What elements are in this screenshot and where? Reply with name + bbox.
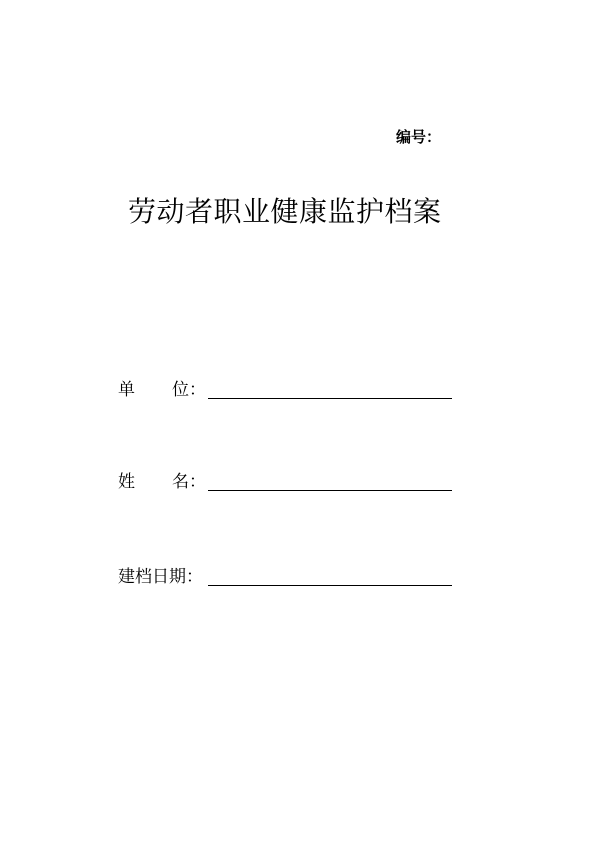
record-date-field [118, 567, 452, 587]
unit-field [118, 380, 452, 400]
record-date-field-blank-line[interactable] [208, 567, 452, 586]
record-date-label-text: 建档日期： [118, 567, 203, 587]
name-field [118, 472, 452, 492]
unit-field-blank-line[interactable] [208, 380, 452, 399]
document-title: 劳动者职业健康监护档案 [128, 195, 442, 228]
record-date-field-label [118, 567, 206, 587]
unit-label-first-char: 单 [118, 380, 135, 400]
name-label-first-char: 姓 [118, 472, 135, 492]
unit-field-label [118, 380, 206, 400]
unit-label-last-char: 位： [172, 380, 206, 400]
name-label-last-char: 名： [172, 472, 206, 492]
serial-number-label: 编号： [396, 128, 442, 146]
name-field-label [118, 472, 206, 492]
name-field-blank-line[interactable] [208, 472, 452, 491]
